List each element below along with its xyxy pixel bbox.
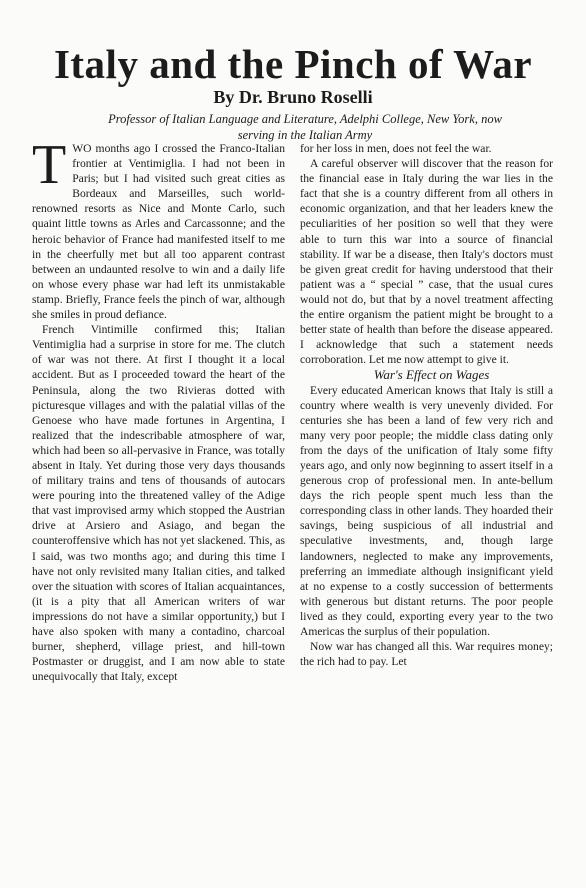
- affiliation-line-2: serving in the Italian Army: [237, 128, 373, 142]
- left-column: [32, 134, 285, 684]
- right-column: [300, 141, 553, 669]
- right-paragraph-3: Every educated American knows that Italy is still a country where wealth is very unevenly divided. For centuries she has been a land of few very rich and many very poor people; the middle class dating only from the days of the unification of Italy some fifty years ago, and only now beginning to assert itself in a generous crop of professional men. In ante-bellum days the rich people spent much less than the corresponding class in other lands. They hoarded their savings, being suspicious of all industrial and speculative investments, and, though large landowners, neglected to make any improvements, preferring an immediate although insignificant yield at no expense to a costly succession of betterments with generous but distant returns. The poor people lived as they could, exporting every year to the two Americas the surplus of their population.: [300, 383, 553, 638]
- left-paragraph-1: [32, 134, 285, 322]
- left-paragraph-2: French Vintimille confirmed this; Italian Ventimiglia had a surprise in store for me. The clutch of war was not there. At first I thought it a local accident. But as I proceeded toward the heart of the Peninsula, along the two Rivieras dotted with picturesque villages and with the palatial villas of the Genoese who have made fortunes in Argentina, I realized that the indescribable atmosphere of war, which had been so all-pervasive in France, was totally absent in Italy. Yet during those very days thousands of military trains and tens of thousands of autocars were pouring into the threatened valley of the Adige that vast improvised army which stopped the Austrian drive at Arsiero and Asiago, and began the counteroffensive which has not yet slackened. This, as I said, was two months ago; and during this time I have not only revisited many Italian cities, and talked over the situation with scores of Italian acquaintances, (it is a pity that all American writers of war impressions do not have a similar opportunity,) but I have also spoken with many a contadino, charcoal burner, shepherd, village priest, and hill-town Postmaster or druggist, and I am now able to state unequivocally that Italy, except: [32, 323, 285, 684]
- article-title: Italy and the Pinch of War: [53, 41, 533, 87]
- author-affiliation: [54, 111, 556, 143]
- right-paragraph-1: for her loss in men, does not feel the war.: [300, 142, 492, 155]
- right-paragraph-2: A careful observer will discover that the reason for the financial ease in Italy during the war lies in the fact that she is a country different from all others in economic organization, and that her leaders knew the peculiarities of her position so well that they were able to turn this war into a source of financial stability. If war be a disease, then Italy's doctors must be given great credit for having understood that their patient was a “ special ” case, that the usual cures would not do, but that by a novel treatment affecting the entire organism the patient might be brought to a better state of health than before the disease appeared. I acknowledge that such a statement needs corroboration. Let me now attempt to give it.: [300, 157, 553, 367]
- left-paragraph-1-text: WO months ago I crossed the Franco-Italian frontier at Ventimiglia. I had not been in Paris; but I had visited such great cities as Bordeaux and Marseilles, such world-renowned resorts as Nice and Monte Carlo, such quaint little towns as Arles and Carcassonne; and the heroic behavior of France had manifested itself to me in the cheerfully met but all too apparent contrast between an undaunted resolve to win and a daily life on whose every phase war had left its unmistakable stamp. Briefly, France feels the pinch of war, although she smiles in proud defiance.: [32, 142, 285, 322]
- drop-cap: T: [32, 134, 67, 196]
- right-paragraph-4: Now war has changed all this. War requires money; the rich had to pay. Let: [300, 640, 553, 669]
- section-subheading: War's Effect on Wages: [373, 367, 490, 383]
- author-byline: By Dr. Bruno Roselli: [213, 87, 373, 107]
- affiliation-line-1: Professor of Italian Language and Literature, Adelphi College, New York, now: [108, 112, 502, 126]
